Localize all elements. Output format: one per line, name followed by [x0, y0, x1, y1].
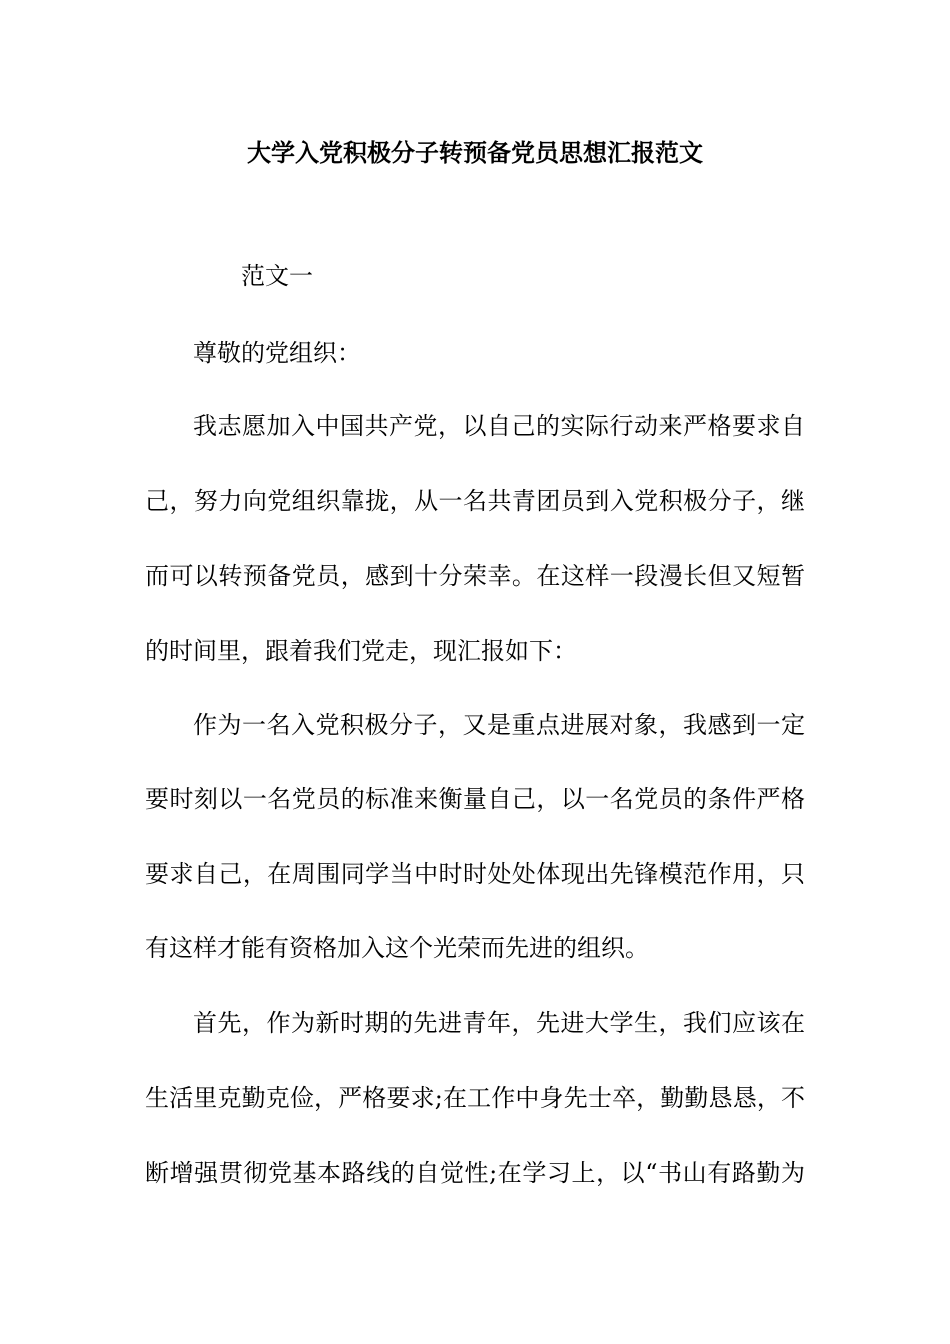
section-label: 范文一 [241, 262, 313, 290]
paragraph-line: 要求自己，在周围同学当中时时处处体现出先锋模范作用，只 [145, 860, 805, 888]
paragraph-line: 己，努力向党组织靠拢，从一名共青团员到入党积极分子，继 [145, 487, 805, 515]
paragraph-line: 要时刻以一名党员的标准来衡量自己，以一名党员的条件严格 [145, 785, 805, 813]
paragraph-line: 的时间里，跟着我们党走，现汇报如下： [145, 637, 577, 665]
paragraph-line: 我志愿加入中国共产党，以自己的实际行动来严格要求自 [193, 412, 805, 440]
paragraph-line: 首先，作为新时期的先进青年，先进大学生，我们应该在 [193, 1009, 805, 1037]
document-title: 大学入党积极分子转预备党员思想汇报范文 [247, 138, 703, 167]
salutation: 尊敬的党组织： [193, 339, 361, 367]
paragraph-line: 作为一名入党积极分子，又是重点进展对象，我感到一定 [193, 711, 805, 739]
paragraph-line: 有这样才能有资格加入这个光荣而先进的组织。 [145, 934, 649, 962]
paragraph-line: 生活里克勤克俭，严格要求;在工作中身先士卒，勤勤恳恳，不 [145, 1084, 805, 1112]
paragraph-line: 断增强贯彻党基本路线的自觉性;在学习上，以“书山有路勤为 [145, 1159, 805, 1187]
paragraph-line: 而可以转预备党员，感到十分荣幸。在这样一段漫长但又短暂 [145, 562, 805, 590]
